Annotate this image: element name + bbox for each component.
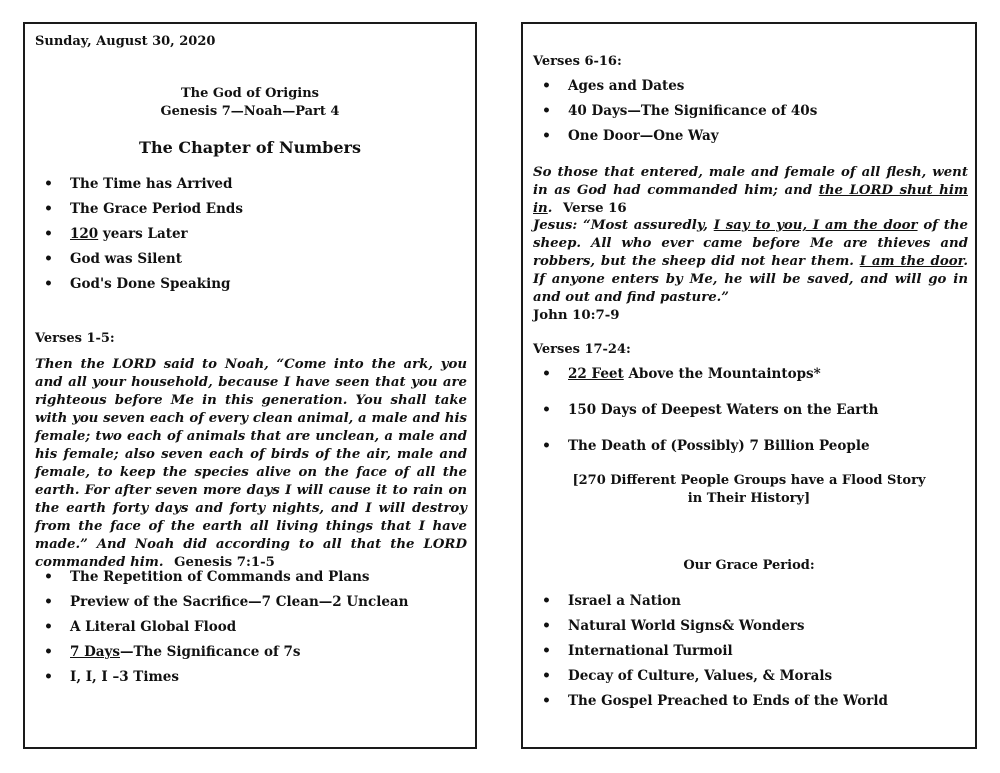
bullets-17-24-list: [523, 366, 878, 474]
list-item: • The Gospel Preached to Ends of the World: [523, 693, 888, 718]
list-item: • Ages and Dates: [523, 78, 817, 103]
list-item: • Natural World Signs& Wonders: [523, 618, 888, 643]
list-item: • I, I, I –3 Times: [25, 669, 408, 694]
list-item: • Israel a Nation: [523, 593, 888, 618]
list-item: • 7 Days—The Significance of 7s: [25, 644, 408, 669]
list-item: • 150 Days of Deepest Waters on the Earth: [523, 402, 878, 438]
grace-bullet-list: [523, 593, 888, 718]
flood-story-note-line1: [270 Different People Groups have a Flood Story: [572, 473, 926, 488]
verses-17-24-heading: Verses 17-24:: [533, 342, 631, 357]
date-line: Sunday, August 30, 2020: [35, 34, 216, 49]
list-item: • Preview of the Sacrifice—7 Clean—2 Unclean: [25, 594, 408, 619]
scripture-verse-16: So those that entered, male and female of all flesh, went in as God had commanded him; and the LORD shut him in. Verse 16: [533, 165, 968, 216]
list-item: • The Repetition of Commands and Plans: [25, 569, 408, 594]
verses-1-5-heading: Verses 1-5:: [35, 331, 115, 346]
list-item: • Decay of Culture, Values, & Morals: [523, 668, 888, 693]
right-panel: [521, 22, 977, 749]
list-item: • The Death of (Possibly) 7 Billion People: [523, 438, 878, 474]
chapter-title: The Chapter of Numbers: [139, 138, 361, 157]
list-item: • 120 years Later: [25, 226, 243, 251]
scripture-genesis-7-1-5: [35, 356, 467, 572]
bottom-bullet-list: [25, 569, 408, 694]
intro-bullet-list: [25, 176, 243, 301]
list-item: • 22 Feet Above the Mountaintops*: [523, 366, 878, 402]
list-item: • 40 Days—The Significance of 40s: [523, 103, 817, 128]
scripture-text: Then the LORD said to Noah, “Come into the ark, you and all your household, because I have seen that you are righteous before Me in this generation. You shall take with you seven each of every clean animal, a male and his female; two each of animals that are unclean, a male and his female; also seven each of birds of the air, male and female, to keep the species alive on the face of all the earth. For after seven more days I will cause it to rain on the earth forty days and forty nights, and I will destroy from the face of the earth all living things that I have made.” And Noah did according to all that the LORD commanded him.: [35, 357, 467, 570]
left-panel: [23, 22, 477, 749]
series-title: The God of Origins: [180, 86, 319, 101]
verses-6-16-heading: Verses 6-16:: [533, 54, 622, 69]
list-item: • The Time has Arrived: [25, 176, 243, 201]
scripture-ref: Verse 16: [563, 201, 627, 216]
flood-story-note-line2: in Their History]: [687, 491, 811, 506]
list-item: • International Turmoil: [523, 643, 888, 668]
scripture-ref: John 10:7-9: [533, 308, 620, 323]
list-item: • One Door—One Way: [523, 128, 817, 153]
list-item: • God's Done Speaking: [25, 276, 243, 301]
scripture-john-10: Jesus: “Most assuredly, I say to you, I am the door of the sheep. All who ever came before Me are thieves and robbers, but the sheep did not hear them. I am the door. If anyone enters by Me, he will be saved, and will go in and out and find pasture.” John 10:7-9: [533, 218, 968, 323]
bullets-6-16-list: [523, 78, 817, 153]
subtitle: Genesis 7—Noah—Part 4: [160, 104, 340, 119]
list-item: • The Grace Period Ends: [25, 201, 243, 226]
list-item: • God was Silent: [25, 251, 243, 276]
list-item: • A Literal Global Flood: [25, 619, 408, 644]
grace-period-heading: Our Grace Period:: [683, 558, 815, 573]
scripture-ref: Genesis 7:1-5: [174, 555, 275, 570]
